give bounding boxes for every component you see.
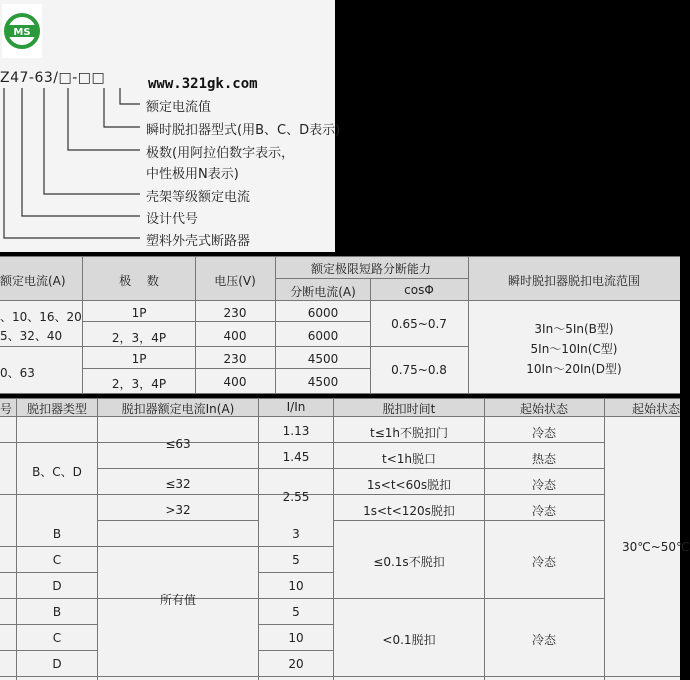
t2-le63: ≤63 xyxy=(165,437,191,451)
t2-state-5: 冷态 xyxy=(531,555,557,569)
t2-ratio-7: 5 xyxy=(292,605,300,619)
t1-header-voltage: 电压(V) xyxy=(214,274,256,288)
legend-poles: 极数(用阿拉伯数字表示， xyxy=(146,146,295,161)
legend-frame-current: 壳架等级额定电流 xyxy=(146,190,251,205)
t2-state-4: 冷态 xyxy=(531,504,557,518)
t2-state-1: 冷态 xyxy=(531,426,557,440)
t2-header-trip-time: 脱扣时间t xyxy=(382,402,436,416)
t2-type-b-2: B xyxy=(52,605,62,619)
legend-neutral: 中性极用N表示) xyxy=(146,167,239,182)
t2-le32: ≤32 xyxy=(165,477,191,491)
t1-currents-a-line2: 5、32、40 xyxy=(0,329,63,343)
t2-time-4: 1s<t<120s脱扣 xyxy=(363,504,455,518)
t2-type-b-1: B xyxy=(52,527,62,541)
t2-state-6: 冷态 xyxy=(531,633,557,647)
t2-header-start-state: 起始状态 xyxy=(519,402,569,416)
t2-ratio-4: 3 xyxy=(292,527,300,541)
legend-rated-current: 额定电流值 xyxy=(146,100,212,115)
t1-currents-a-line1: 、10、16、20 xyxy=(0,310,82,324)
t2-all-values: 所有值 xyxy=(159,593,197,607)
breaking-capacity-table xyxy=(0,256,680,394)
logo-text: MS xyxy=(13,27,31,38)
t1-cos-b: 0.75~0.8 xyxy=(391,363,447,377)
t2-gt32: >32 xyxy=(165,503,191,517)
t1-header-rated-current: 额定电流(A) xyxy=(0,274,66,288)
t1-row4-poles: 2，3，4P xyxy=(111,377,167,391)
t2-ratio-8: 10 xyxy=(288,631,304,645)
t2-header-col0: 号 xyxy=(0,402,13,416)
t1-trip-d: 10In～20In(D型) xyxy=(526,362,622,376)
t1-row2-voltage: 400 xyxy=(223,329,247,343)
t1-row3-breaking: 4500 xyxy=(307,352,339,366)
t2-type-c-2: C xyxy=(52,631,62,645)
t2-type-d-2: D xyxy=(52,657,62,671)
diagram-panel xyxy=(0,0,341,252)
t2-header-ratio: I/In xyxy=(286,400,306,414)
t2-header-start-state2: 起始状态 xyxy=(632,402,681,416)
legend-mccb: 塑料外壳式断路器 xyxy=(146,234,251,249)
t2-time-6: <0.1脱扣 xyxy=(382,633,436,647)
t2-time-5: ≤0.1s不脱扣 xyxy=(373,555,445,569)
t1-row4-voltage: 400 xyxy=(223,375,247,389)
t2-type-c-1: C xyxy=(52,553,62,567)
t2-temp-range: 30℃~50℃ xyxy=(622,540,690,554)
t1-row1-breaking: 6000 xyxy=(307,306,339,320)
t1-row2-poles: 2，3，4P xyxy=(111,331,167,345)
t1-row4-breaking: 4500 xyxy=(307,375,339,389)
t1-header-poles: 极 数 xyxy=(119,274,159,288)
legend-trip-type: 瞬时脱扣器型式(用B、C、D表示) xyxy=(146,123,341,138)
trip-characteristics-table xyxy=(0,398,690,680)
t1-cos-a: 0.65~0.7 xyxy=(391,317,447,331)
site-url: www.321gk.com xyxy=(148,76,258,92)
t1-trip-b: 3In～5In(B型) xyxy=(534,322,614,336)
t1-row1-voltage: 230 xyxy=(223,306,247,320)
t2-header-rated-current: 脱扣器额定电流In(A) xyxy=(121,402,235,416)
t2-state-3: 冷态 xyxy=(531,478,557,492)
t2-type-bcd: B、C、D xyxy=(32,465,82,479)
t2-time-3: 1s<t<60s脱扣 xyxy=(366,478,452,492)
t2-type-d-1: D xyxy=(52,579,62,593)
t1-header-breaking-current: 分断电流(A) xyxy=(290,285,356,299)
t2-state-2: 热态 xyxy=(531,452,557,466)
table2-grid xyxy=(0,398,680,680)
t2-header-trip-type: 脱扣器类型 xyxy=(26,402,88,416)
t2-ratio-1: 1.13 xyxy=(282,424,310,438)
model-code: Z47-63/□-□□ xyxy=(0,70,106,86)
t2-time-1: t≤1h不脱扣门 xyxy=(369,426,449,440)
t1-header-trip-range: 瞬时脱扣器脱扣电流范围 xyxy=(507,274,641,288)
t1-row3-voltage: 230 xyxy=(223,352,247,366)
legend-design-code: 设计代号 xyxy=(146,212,199,227)
t1-row1-poles: 1P xyxy=(131,306,147,320)
t1-row3-poles: 1P xyxy=(131,352,147,366)
t1-row2-breaking: 6000 xyxy=(307,329,339,343)
t1-currents-b: 0、63 xyxy=(0,366,35,380)
t2-time-2: t<1h脱口 xyxy=(381,452,437,466)
t1-trip-c: 5In～10In(C型) xyxy=(530,342,618,356)
t2-ratio-9: 20 xyxy=(288,657,304,671)
t2-ratio-2: 1.45 xyxy=(282,450,310,464)
t2-ratio-3: 2.55 xyxy=(282,490,310,504)
t1-header-cos-phi: cosΦ xyxy=(404,283,434,297)
t1-header-breaking-capacity: 额定极限短路分断能力 xyxy=(310,262,432,276)
t2-ratio-6: 10 xyxy=(288,579,304,593)
t2-ratio-5: 5 xyxy=(292,553,300,567)
